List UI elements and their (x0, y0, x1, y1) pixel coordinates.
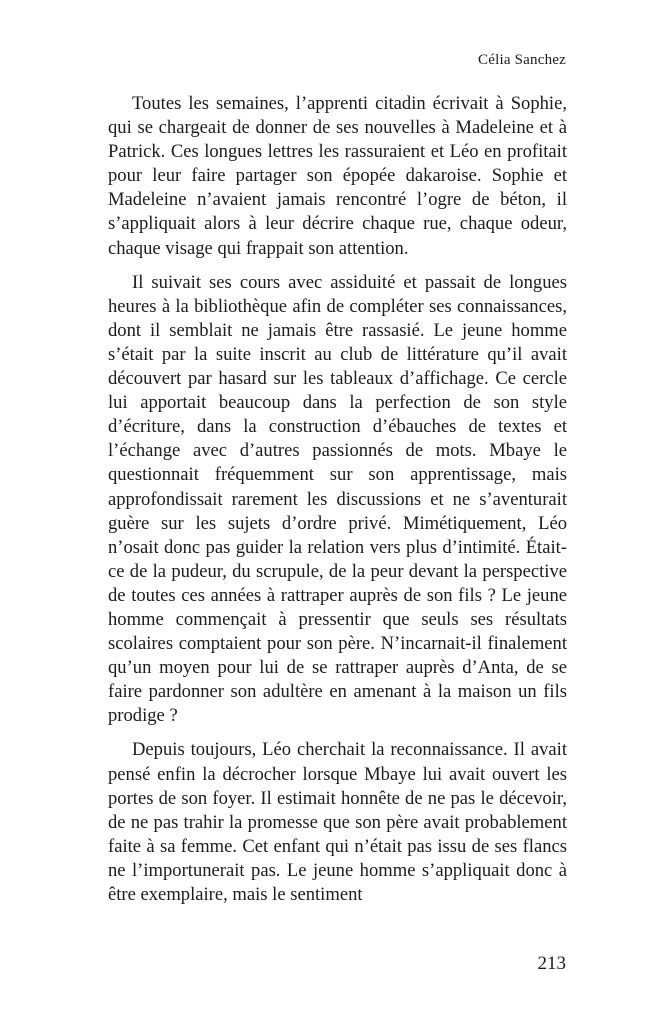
body-text (108, 92, 567, 917)
running-head-author: Célia Sanchez (478, 52, 566, 68)
paragraph: Toutes les semaines, l’apprenti citadin écrivait à Sophie, qui se chargeait de donner de ses nouvelles à Madeleine et à Patrick. Ces longues lettres les rassuraient et Léo en profitait pour leur faire partager son épopée dakaroise. Sophie et Madeleine n’avaient jamais rencontré l’ogre de béton, il s’appliquait alors à leur décrire chaque rue, chaque odeur, chaque visage qui frappait son attention. (108, 93, 567, 259)
page-number: 213 (537, 953, 566, 974)
paragraph: Il suivait ses cours avec assiduité et passait de longues heures à la bibliothèque afin de compléter ses connaissances, dont il semblait ne jamais être rassasié. Le jeune homme s’était par la suite inscrit au club de littérature qu’il avait découvert par hasard sur les tableaux d’affichage. Ce cercle lui apportait beaucoup dans la perfection de son style d’écriture, dans la construction d’ébauches de textes et l’échange avec d’autres passionnés de mots. Mbaye le questionnait fréquemment sur son apprentissage, mais approfondissait rarement les discussions et ne s’aventurait guère sur les sujets d’ordre privé. Mimétiquement, Léo n’osait donc pas guider la relation vers plus d’intimité. Était-ce de la pudeur, du scrupule, de la peur devant la perspective de toutes ces années à rattraper auprès de son fils ? Le jeune homme commençait à pressentir que seuls ses résultats scolaires comptaient pour son père. N’incarnait-il finalement qu’un moyen pour lui de se rattraper auprès d’Anta, de se faire pardonner son adultère en amenant à la maison un fils prodige ? (108, 271, 567, 727)
paragraph: Depuis toujours, Léo cherchait la reconnaissance. Il avait pensé enfin la décrocher lorsque Mbaye lui avait ouvert les portes de son foyer. Il estimait honnête de ne pas le décevoir, de ne pas trahir la promesse que son père avait probablement faite à sa femme. Cet enfant qui n’était pas issu de ses flancs ne l’importunerait pas. Le jeune homme s’appliquait donc à être exemplaire, mais le sentiment (108, 739, 567, 905)
